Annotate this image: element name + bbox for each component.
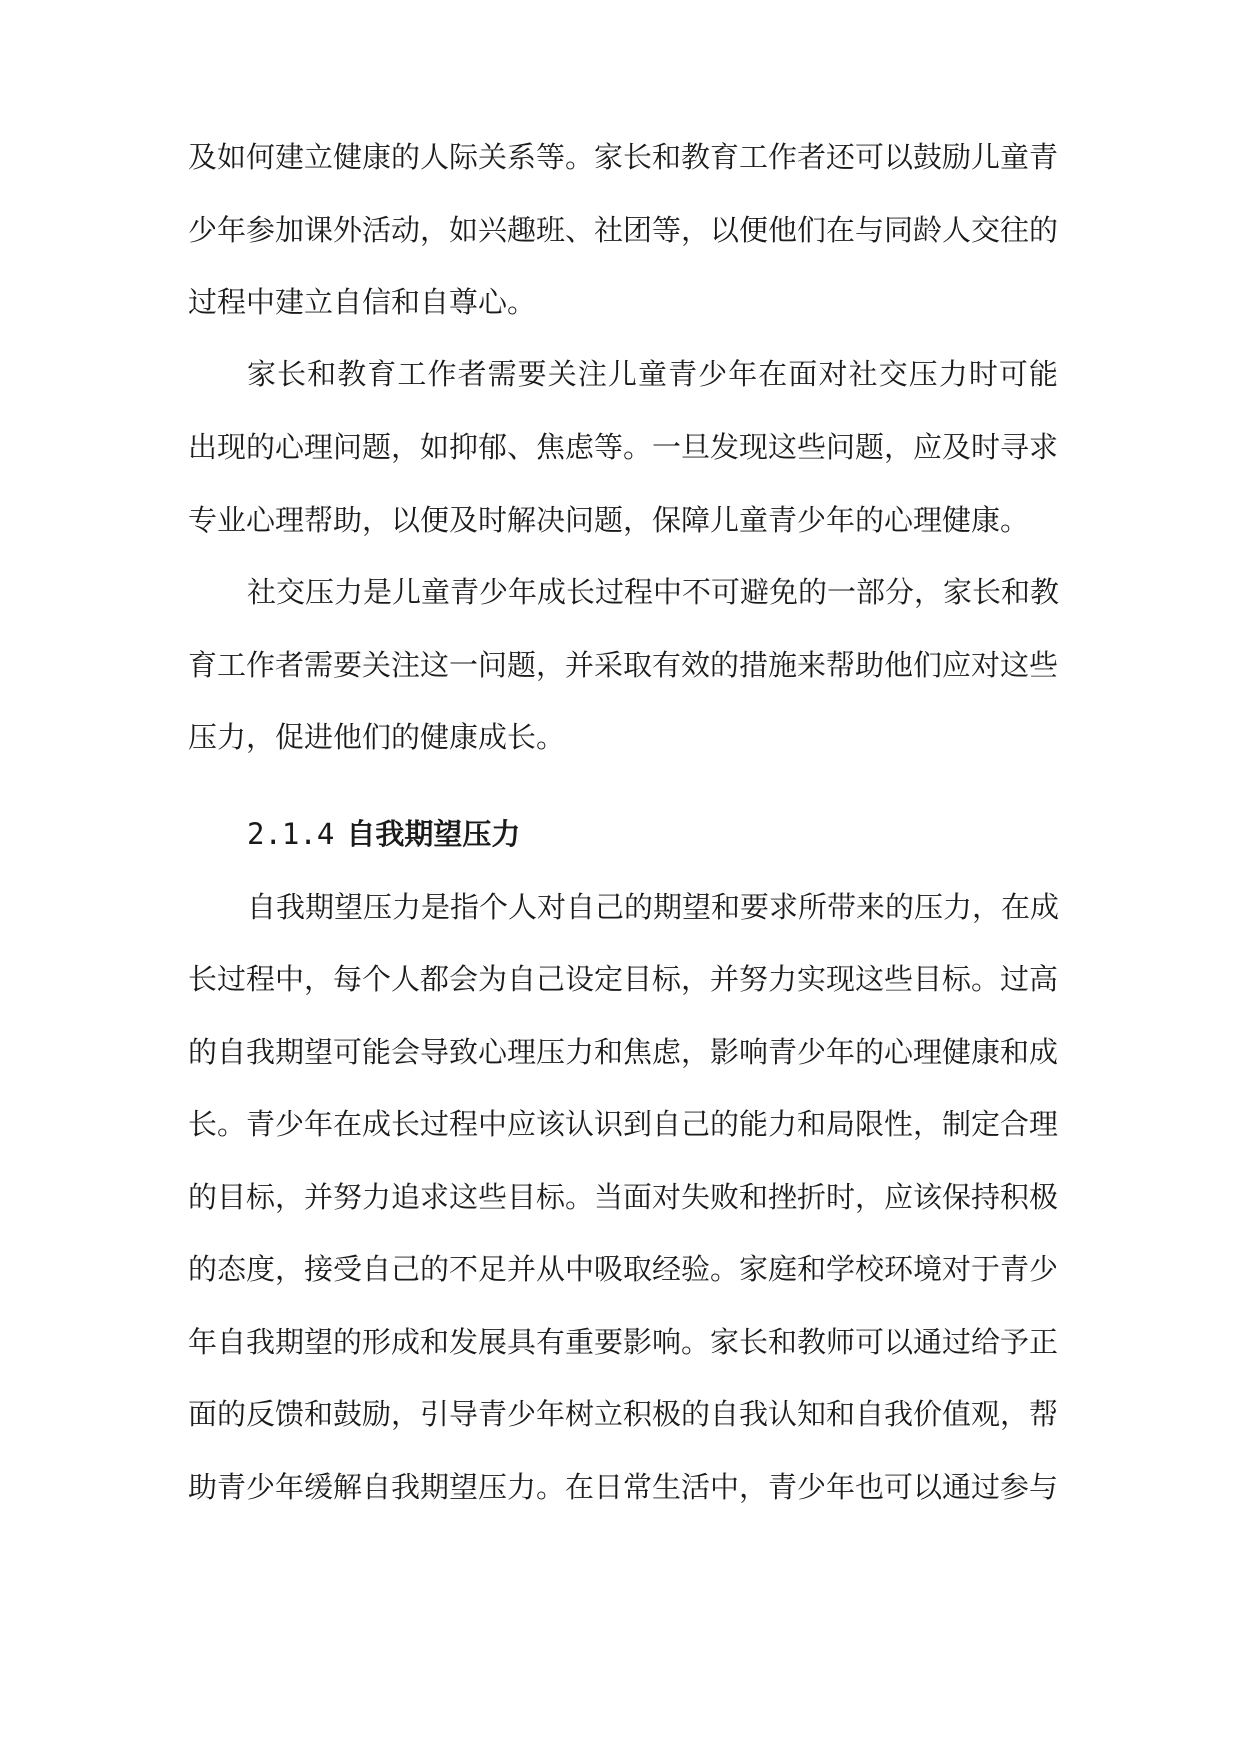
paragraph-4-line-8: 面的反馈和鼓励，引导青少年树立积极的自我认知和自我价值观，帮	[188, 1397, 1059, 1431]
paragraph-1-line-2: 少年参加课外活动，如兴趣班、社团等，以便他们在与同龄人交往的	[188, 213, 1059, 247]
section-number: 2.1.4	[247, 817, 335, 851]
paragraph-4-line-6: 的态度，接受自己的不足并从中吸取经验。家庭和学校环境对于青少	[188, 1252, 1059, 1286]
paragraph-4-line-7: 年自我期望的形成和发展具有重要影响。家长和教师可以通过给予正	[188, 1325, 1059, 1359]
section-heading	[247, 814, 1058, 854]
paragraph-2-line-2: 出现的心理问题，如抑郁、焦虑等。一旦发现这些问题，应及时寻求	[188, 430, 1059, 464]
paragraph-3-line-3: 压力，促进他们的健康成长。	[188, 720, 566, 754]
paragraph-2-line-3: 专业心理帮助，以便及时解决问题，保障儿童青少年的心理健康。	[188, 503, 1030, 537]
paragraph-4-line-3: 的自我期望可能会导致心理压力和焦虑，影响青少年的心理健康和成	[188, 1035, 1059, 1069]
paragraph-2-line-1: 家长和教育工作者需要关注儿童青少年在面对社交压力时可能	[247, 357, 1058, 391]
paragraph-4-line-2: 长过程中，每个人都会为自己设定目标，并努力实现这些目标。过高	[188, 962, 1059, 996]
paragraph-1-line-3: 过程中建立自信和自尊心。	[188, 285, 537, 319]
paragraph-1-line-1: 及如何建立健康的人际关系等。家长和教育工作者还可以鼓励儿童青	[188, 140, 1059, 174]
paragraph-3-line-1: 社交压力是儿童青少年成长过程中不可避免的一部分，家长和教	[247, 575, 1060, 609]
paragraph-4-line-1: 自我期望压力是指个人对自己的期望和要求所带来的压力，在成	[247, 890, 1060, 924]
paragraph-3-line-2: 育工作者需要关注这一问题，并采取有效的措施来帮助他们应对这些	[188, 648, 1059, 682]
paragraph-4-line-5: 的目标，并努力追求这些目标。当面对失败和挫折时，应该保持积极	[188, 1180, 1059, 1214]
paragraph-4-line-4: 长。青少年在成长过程中应该认识到自己的能力和局限性，制定合理	[188, 1107, 1059, 1141]
paragraph-4-line-9: 助青少年缓解自我期望压力。在日常生活中，青少年也可以通过参与	[188, 1470, 1059, 1504]
section-title: 自我期望压力	[346, 817, 521, 851]
